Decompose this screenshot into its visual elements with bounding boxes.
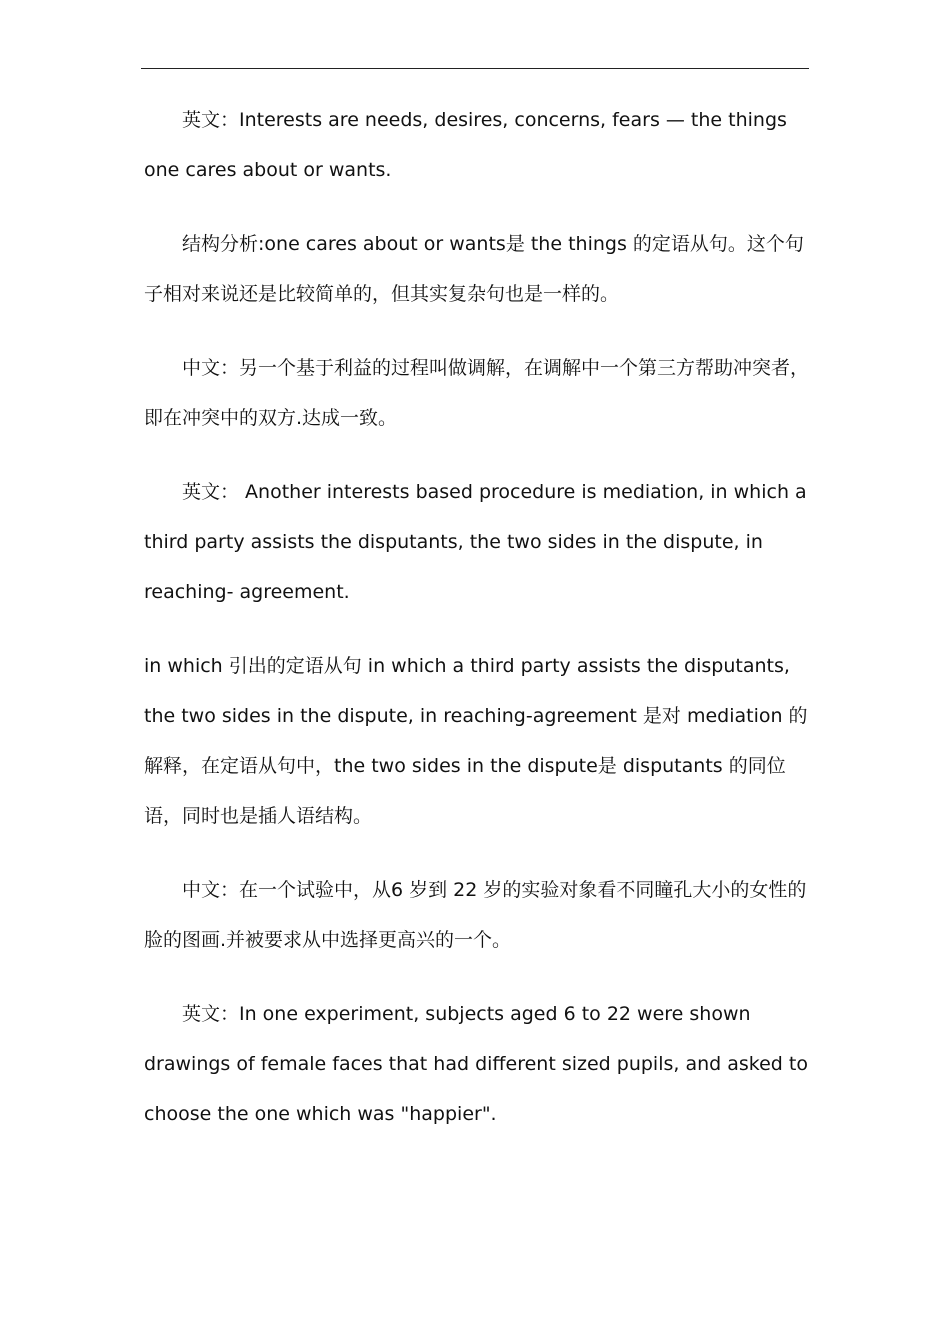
paragraph-english-interests: 英文：Interests are needs, desires, concerns, fears — the things one cares about or wants. (144, 109, 787, 181)
paragraph-chinese-mediation: 中文：另一个基于利益的过程叫做调解，在调解中一个第三方帮助冲突者，即在冲突中的双方.达成一致。 (144, 357, 810, 429)
header-rule (141, 68, 809, 69)
paragraph-english-experiment: 英文：In one experiment, subjects aged 6 to 22 were shown drawings of female faces that had different sized pupils, and asked to choose the one which was "happier". (144, 1003, 808, 1125)
paragraph-english-mediation: 英文： Another interests based procedure is mediation, in which a third party assists the disputants, the two sides in the dispute, in reaching- agreement. (144, 481, 807, 603)
paragraph-mediation-analysis: in which 引出的定语从句 in which a third party assists the disputants, the two sides in the dispute, in reaching-agreement 是对 mediation 的解释，在定语从句中，the two sides in the dispute是 disputants 的同位语，同时也是插人语结构。 (144, 655, 808, 827)
paragraph-chinese-experiment: 中文：在一个试验中，从6 岁到 22 岁的实验对象看不同瞳孔大小的女性的脸的图画.并被要求从中选择更高兴的一个。 (144, 879, 807, 951)
document-body (144, 95, 819, 1163)
paragraph-structure-analysis: 结构分析:one cares about or wants是 the things 的定语从句。这个句子相对来说还是比较简单的，但其实复杂句也是一样的。 (144, 233, 804, 305)
